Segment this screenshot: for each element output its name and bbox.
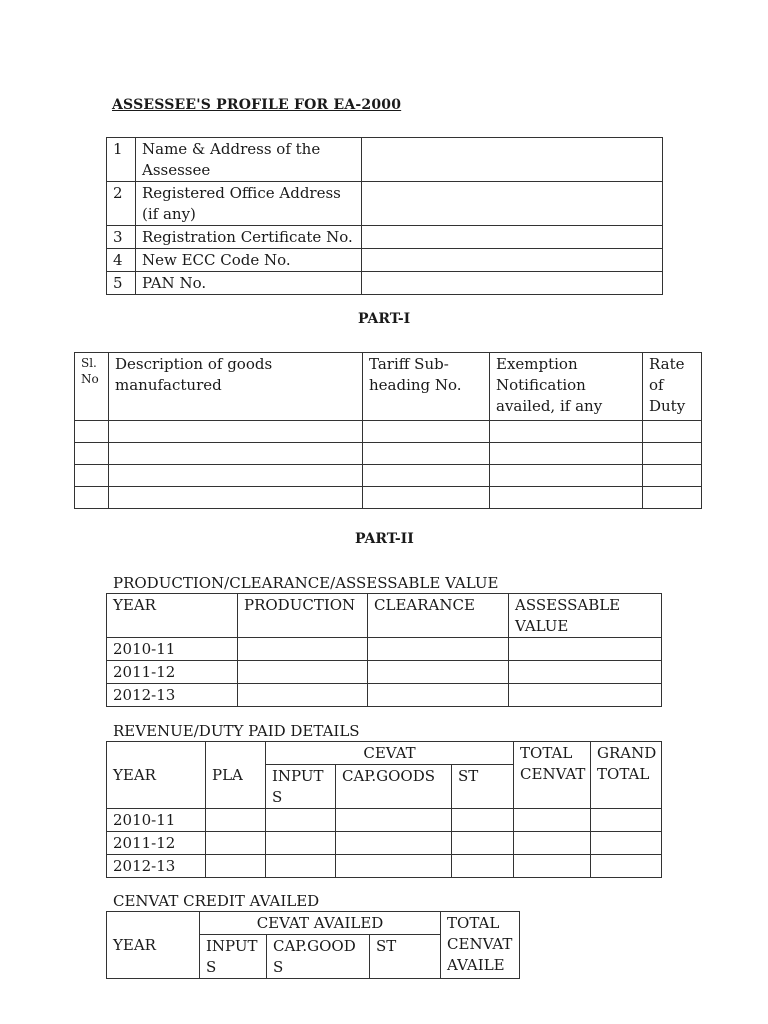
header-cap-goods: CAP.GOODS bbox=[267, 935, 370, 979]
row-number: 3 bbox=[107, 226, 136, 249]
table-row bbox=[107, 182, 663, 226]
cell[interactable] bbox=[368, 684, 509, 707]
cell[interactable] bbox=[238, 684, 368, 707]
cell[interactable] bbox=[109, 421, 363, 443]
cell[interactable] bbox=[490, 421, 643, 443]
year-cell: 2011-12 bbox=[107, 661, 238, 684]
cell[interactable] bbox=[509, 684, 662, 707]
table-row bbox=[107, 138, 663, 182]
cell[interactable] bbox=[452, 832, 514, 855]
production-table bbox=[106, 593, 662, 707]
table-row bbox=[107, 832, 662, 855]
cell[interactable] bbox=[206, 855, 266, 878]
year-cell: 2011-12 bbox=[107, 832, 206, 855]
cell[interactable] bbox=[514, 855, 591, 878]
cell[interactable] bbox=[509, 638, 662, 661]
header-description: Description of goods manufactured bbox=[109, 353, 363, 421]
cell[interactable] bbox=[75, 487, 109, 509]
credit-table bbox=[106, 911, 520, 979]
year-cell: 2012-13 bbox=[107, 684, 238, 707]
table-row bbox=[75, 443, 702, 465]
cell[interactable] bbox=[514, 832, 591, 855]
header-inputs: INPUTS bbox=[200, 935, 267, 979]
header-clearance: CLEARANCE bbox=[368, 594, 509, 638]
table-row bbox=[107, 249, 663, 272]
header-cap-goods: CAP.GOODS bbox=[336, 765, 452, 809]
cell[interactable] bbox=[266, 832, 336, 855]
cell[interactable] bbox=[363, 487, 490, 509]
cell[interactable] bbox=[368, 661, 509, 684]
part1-table bbox=[74, 352, 702, 509]
cell[interactable] bbox=[591, 809, 662, 832]
header-tariff: Tariff Sub-heading No. bbox=[363, 353, 490, 421]
row-number: 4 bbox=[107, 249, 136, 272]
page-title: ASSESSEE'S PROFILE FOR EA-2000 bbox=[112, 97, 402, 113]
value-cell[interactable] bbox=[362, 138, 663, 182]
cell[interactable] bbox=[509, 661, 662, 684]
header-grand-total: GRAND TOTAL bbox=[591, 742, 662, 809]
part1-heading: PART-I bbox=[358, 311, 411, 327]
value-cell[interactable] bbox=[362, 226, 663, 249]
production-title: PRODUCTION/CLEARANCE/ASSESSABLE VALUE bbox=[113, 574, 499, 592]
header-sl-no: Sl. No bbox=[75, 353, 109, 421]
cell[interactable] bbox=[75, 443, 109, 465]
profile-table bbox=[106, 137, 663, 295]
cell[interactable] bbox=[206, 832, 266, 855]
cell[interactable] bbox=[109, 465, 363, 487]
table-row bbox=[107, 638, 662, 661]
header-cevat: CEVAT bbox=[266, 742, 514, 765]
cell[interactable] bbox=[514, 809, 591, 832]
part2-heading: PART-II bbox=[355, 531, 414, 547]
cell[interactable] bbox=[643, 443, 702, 465]
header-st: ST bbox=[370, 935, 441, 979]
cell[interactable] bbox=[238, 661, 368, 684]
cell[interactable] bbox=[266, 855, 336, 878]
table-row bbox=[107, 855, 662, 878]
value-cell[interactable] bbox=[362, 272, 663, 295]
cell[interactable] bbox=[109, 443, 363, 465]
cell[interactable] bbox=[363, 421, 490, 443]
row-number: 2 bbox=[107, 182, 136, 226]
cell[interactable] bbox=[490, 465, 643, 487]
value-cell[interactable] bbox=[362, 182, 663, 226]
table-header-row bbox=[107, 594, 662, 638]
cell[interactable] bbox=[75, 465, 109, 487]
table-row bbox=[107, 661, 662, 684]
cell[interactable] bbox=[75, 421, 109, 443]
row-number: 1 bbox=[107, 138, 136, 182]
revenue-table bbox=[106, 741, 662, 878]
cell[interactable] bbox=[109, 487, 363, 509]
cell[interactable] bbox=[643, 465, 702, 487]
header-inputs: INPUTS bbox=[266, 765, 336, 809]
cell[interactable] bbox=[336, 855, 452, 878]
cell[interactable] bbox=[336, 809, 452, 832]
cell[interactable] bbox=[643, 421, 702, 443]
year-cell: 2010-11 bbox=[107, 638, 238, 661]
table-header-row bbox=[107, 742, 662, 765]
table-row bbox=[107, 684, 662, 707]
cell[interactable] bbox=[591, 855, 662, 878]
cell[interactable] bbox=[266, 809, 336, 832]
year-cell: 2012-13 bbox=[107, 855, 206, 878]
row-number: 5 bbox=[107, 272, 136, 295]
cell[interactable] bbox=[238, 638, 368, 661]
cell[interactable] bbox=[336, 832, 452, 855]
header-assessable-value: ASSESSABLE VALUE bbox=[509, 594, 662, 638]
cell[interactable] bbox=[490, 487, 643, 509]
header-pla: PLA bbox=[206, 742, 266, 809]
table-row bbox=[107, 226, 663, 249]
table-row bbox=[75, 465, 702, 487]
header-production: PRODUCTION bbox=[238, 594, 368, 638]
header-st: ST bbox=[452, 765, 514, 809]
revenue-title: REVENUE/DUTY PAID DETAILS bbox=[113, 722, 360, 740]
header-year: YEAR bbox=[107, 594, 238, 638]
header-exemption: Exemption Notification availed, if any bbox=[490, 353, 643, 421]
header-total-cenvat-availed: TOTAL CENVAT AVAILE bbox=[441, 912, 520, 979]
table-row bbox=[75, 421, 702, 443]
table-row bbox=[107, 809, 662, 832]
header-year: YEAR bbox=[107, 912, 200, 979]
credit-title: CENVAT CREDIT AVAILED bbox=[113, 892, 320, 910]
table-header-row bbox=[107, 912, 520, 935]
cell[interactable] bbox=[591, 832, 662, 855]
row-label: Registered Office Address (if any) bbox=[136, 182, 362, 226]
cell[interactable] bbox=[643, 487, 702, 509]
row-label: Registration Certificate No. bbox=[136, 226, 362, 249]
cell[interactable] bbox=[490, 443, 643, 465]
cell[interactable] bbox=[363, 443, 490, 465]
row-label: Name & Address of the Assessee bbox=[136, 138, 362, 182]
header-year: YEAR bbox=[107, 742, 206, 809]
header-total-cenvat: TOTAL CENVAT bbox=[514, 742, 591, 809]
header-rate: Rate of Duty bbox=[643, 353, 702, 421]
cell[interactable] bbox=[368, 638, 509, 661]
cell[interactable] bbox=[206, 809, 266, 832]
table-header-row bbox=[75, 353, 702, 421]
value-cell[interactable] bbox=[362, 249, 663, 272]
row-label: PAN No. bbox=[136, 272, 362, 295]
header-cevat-availed: CEVAT AVAILED bbox=[200, 912, 441, 935]
row-label: New ECC Code No. bbox=[136, 249, 362, 272]
table-row bbox=[107, 272, 663, 295]
table-row bbox=[75, 487, 702, 509]
year-cell: 2010-11 bbox=[107, 809, 206, 832]
cell[interactable] bbox=[452, 809, 514, 832]
cell[interactable] bbox=[363, 465, 490, 487]
cell[interactable] bbox=[452, 855, 514, 878]
